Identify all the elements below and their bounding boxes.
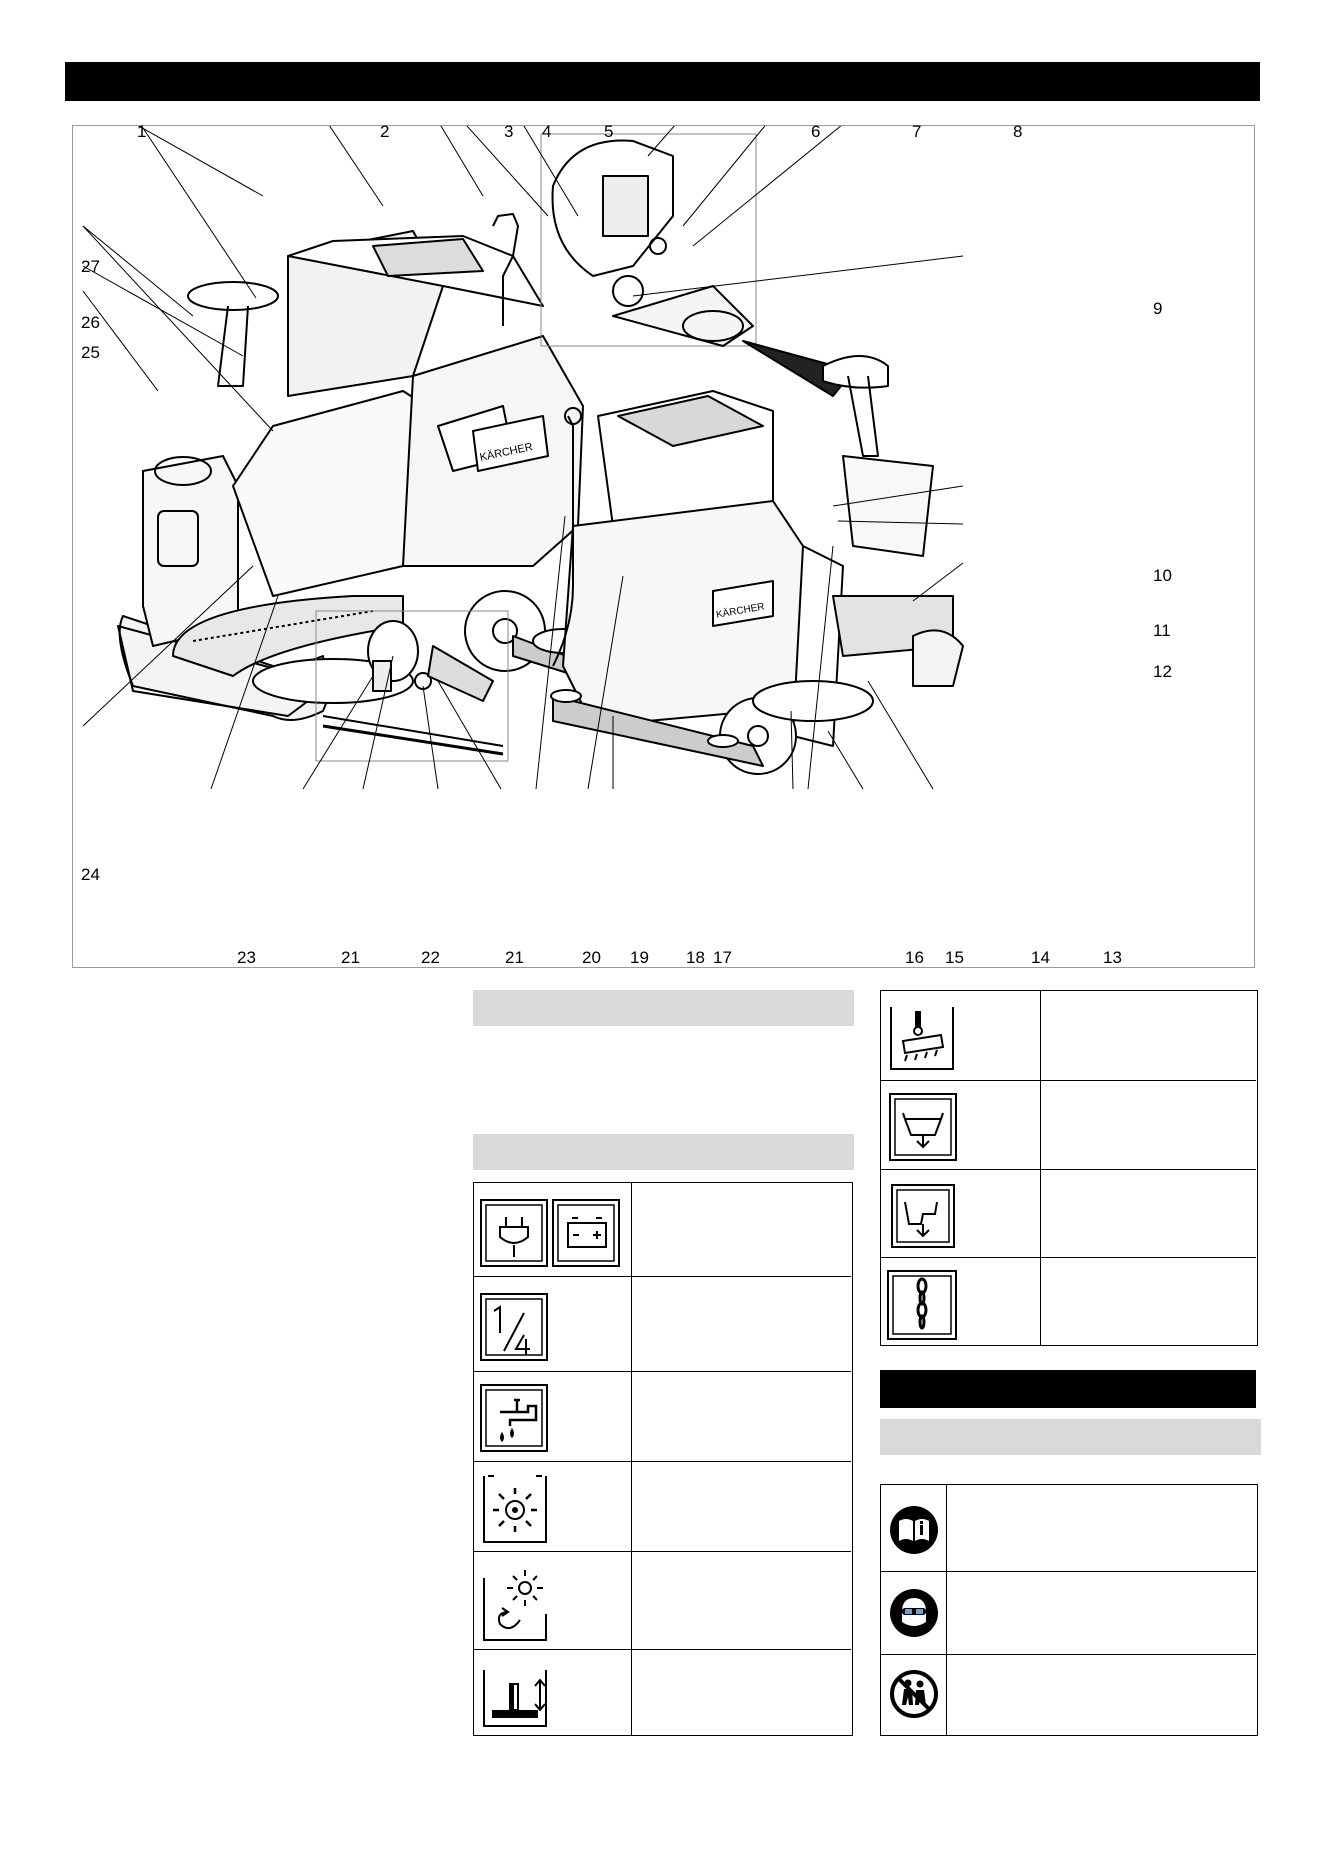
symbol-row-chain [881,1258,1256,1347]
callout-12: 12 [1153,662,1172,681]
callout-7: 7 [912,122,922,141]
callout-26: 26 [81,313,100,332]
svg-text:KÄRCHER: KÄRCHER [715,601,766,621]
eye-protection-icon [889,1588,939,1638]
callout-8: 8 [1013,122,1023,141]
symbol-row-water [474,1372,851,1462]
svg-text:KÄRCHER: KÄRCHER [478,440,534,464]
machine-illustration [72,122,1255,968]
section-subheader-bar-3 [880,1419,1261,1455]
callout-2: 2 [380,122,390,141]
symbol-row-brush-change [474,1552,851,1650]
safety-row-eye-protection [881,1572,1256,1655]
safety-row-no-children [881,1655,1256,1737]
brush-icon [480,1472,550,1547]
brush-change-icon [480,1564,550,1644]
callout-14: 14 [1031,948,1050,967]
callout-4: 4 [542,122,552,141]
water-tap-icon [480,1384,550,1454]
callout-17: 17 [713,948,732,967]
symbol-row-quarter [474,1277,851,1372]
safety-row-read-manual [881,1485,1256,1572]
callout-24: 24 [81,865,100,884]
section-subheader-bar-1 [473,990,854,1026]
plug-battery-icon [480,1199,620,1267]
callout-9: 9 [1153,299,1163,318]
callout-23: 23 [237,948,256,967]
callout-10: 10 [1153,566,1172,585]
callout-6: 6 [811,122,821,141]
machine-drawing [73,126,1256,969]
callout-20: 20 [582,948,601,967]
callout-13: 13 [1103,948,1122,967]
chain-icon [887,1270,962,1342]
callout-11: 11 [1153,621,1171,640]
section-header-bar [65,62,1260,101]
squeegee-lift-icon [480,1660,555,1730]
symbol-row-brush [474,1462,851,1552]
symbol-row-brush-head [881,991,1256,1081]
callout-22: 22 [421,948,440,967]
callout-5: 5 [604,122,614,141]
symbol-row-tank-drain [881,1081,1256,1170]
callout-16: 16 [905,948,924,967]
section-header-bar-2 [880,1370,1256,1408]
callout-3: 3 [504,122,514,141]
quarter-fraction-icon [480,1293,550,1363]
callout-15: 15 [945,948,964,967]
callout-25: 25 [81,343,100,362]
tank-drain-icon [889,1093,959,1163]
symbol-row-tank-drain-alt [881,1170,1256,1258]
symbol-row-squeegee [474,1650,851,1737]
tank-drain-alt-icon [891,1184,961,1249]
callout-21a: 21 [341,948,360,967]
no-children-icon [889,1669,939,1719]
callout-19: 19 [630,948,649,967]
symbols-table-left [473,1182,853,1736]
brush-head-lower-icon [887,1003,962,1073]
callout-27: 27 [81,257,100,276]
callout-1: 1 [137,122,147,141]
callout-18: 18 [686,948,705,967]
section-subheader-bar-2 [473,1134,854,1170]
symbols-table-right [880,990,1258,1346]
read-manual-icon [889,1505,939,1555]
safety-symbols-table [880,1484,1258,1736]
symbol-row-plug-battery [474,1183,851,1277]
callout-21b: 21 [505,948,524,967]
